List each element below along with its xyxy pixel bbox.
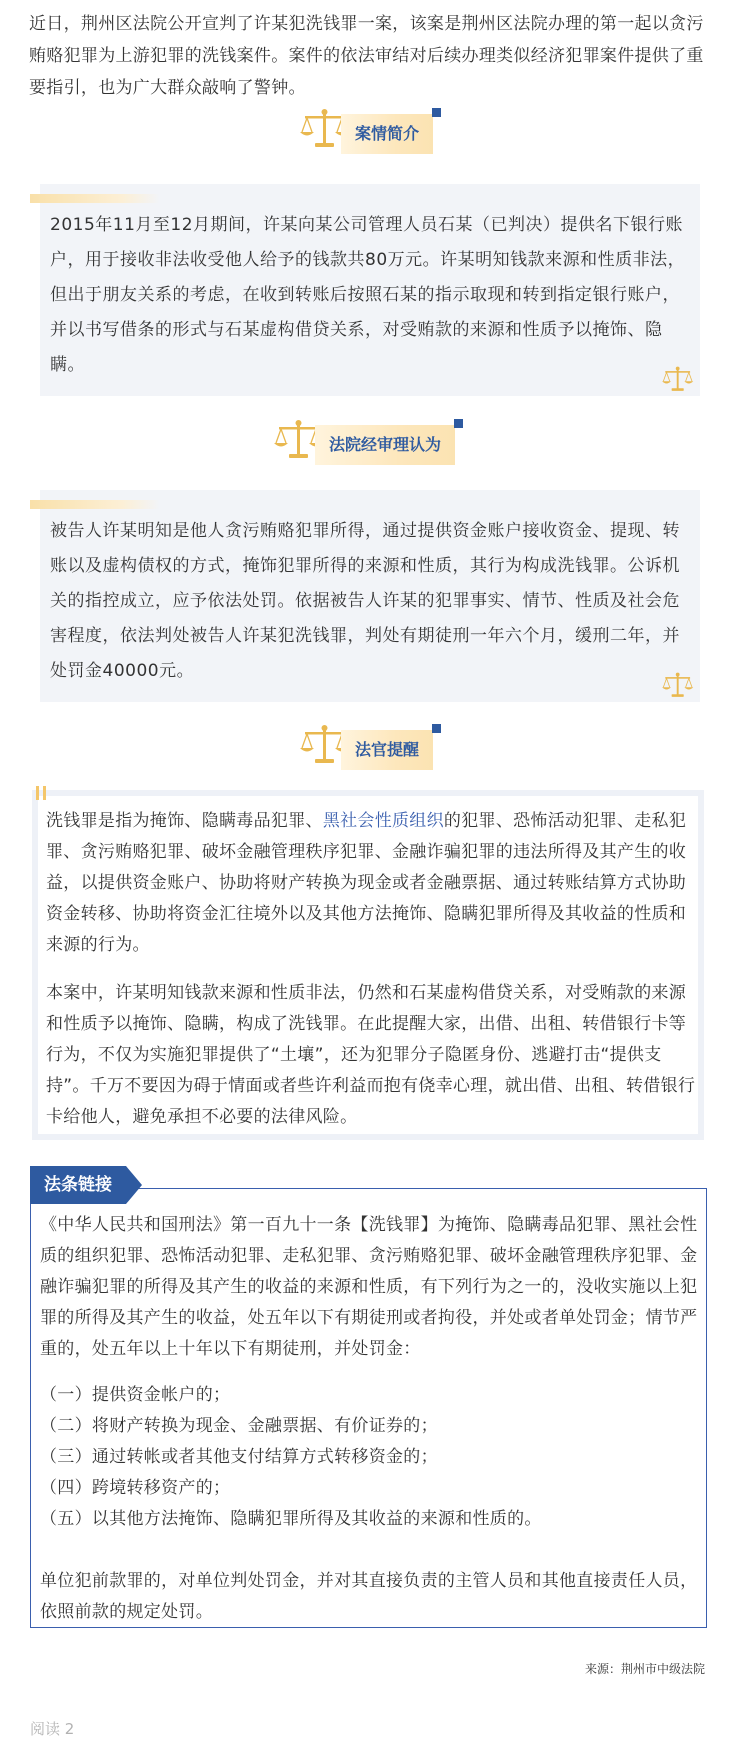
card-accent-bar bbox=[30, 500, 160, 509]
case-summary-text: 2015年11月至12月期间，许某向某公司管理人员石某（已判决）提供名下银行账户，用于接收非法收受他人给予的钱款共80万元。许某明知钱款来源和性质非法，但出于朋友关系的考虑，在收到转账后按照石某的指示取现和转到指定银行账户，并以书写借条的形式与石某虚构借贷关系，对受贿款的来源和性质予以掩饰、隐瞒。 bbox=[50, 215, 686, 375]
court-finding-card bbox=[40, 490, 700, 702]
read-count: 阅读 2 bbox=[30, 1720, 75, 1738]
case-summary-card bbox=[40, 184, 700, 396]
reminder-paragraph-1 bbox=[46, 806, 696, 961]
section-title: 法院经审理认为 bbox=[315, 425, 455, 465]
card-accent-bar bbox=[30, 194, 160, 203]
reminder-paragraph-2: 本案中，许某明知钱款来源和性质非法，仍然和石某虚构借贷关系，对受贿款的来源和性质予以掩饰、隐瞒，构成了洗钱罪。在此提醒大家，出借、出租、转借银行卡等行为，不仅为实施犯罪提供了“土壤”，还为犯罪分子隐匿身份、逃避打击“提供支持”。千万不要因为碍于情面或者些许利益而抱有侥幸心理，就出借、出租、转借银行卡给他人，避免承担不必要的法律风险。 bbox=[46, 983, 696, 1127]
court-finding-text: 被告人许某明知是他人贪污贿赂犯罪所得，通过提供资金账户接收资金、提现、转账以及虚构债权的方式，掩饰犯罪所得的来源和性质，其行为构成洗钱罪。公诉机关的指控成立，应予依法处罚。依据被告人许某的犯罪事实、情节、性质及社会危害程度，依法判处被告人许某犯洗钱罪，判处有期徒刑一年六个月，缓刑二年，并处罚金40000元。 bbox=[50, 521, 680, 681]
scale-icon bbox=[660, 672, 696, 700]
intro-paragraph: 近日，荆州区法院公开宣判了许某犯洗钱罪一案，该案是荆州区法院办理的第一起以贪污贿赂犯罪为上游犯罪的洗钱案件。案件的依法审结对后续办理类似经济犯罪案件提供了重要指引，也为广大群众敲响了警钟。 bbox=[29, 14, 704, 98]
law-item: （三）通过转帐或者其他支付结算方式转移资金的； bbox=[40, 1447, 438, 1467]
highlight-term: 黑社会性质组织 bbox=[322, 811, 444, 831]
law-item: （四）跨境转移资产的； bbox=[40, 1478, 231, 1498]
section-header-judge-reminder bbox=[297, 724, 457, 772]
section-header-court-finding bbox=[271, 419, 471, 467]
section-title: 法官提醒 bbox=[341, 730, 433, 770]
law-paragraph-2: 单位犯前款罪的，对单位判处罚金，并对其直接负责的主管人员和其他直接责任人员，依照前款的规定处罚。 bbox=[40, 1571, 698, 1622]
law-item: （二）将财产转换为现金、金融票据、有价证券的； bbox=[40, 1416, 438, 1436]
reminder-text: 的犯罪、恐怖活动犯罪、走私犯罪、贪污贿赂犯罪、破坏金融管理秩序犯罪、金融诈骗犯罪的违法所得及其产生的收益，以提供资金账户、协助将财产转换为现金或者金融票据、通过转账结算方式协助资金转移、协助将资金汇往境外以及其他方法掩饰、隐瞒犯罪所得及其收益的性质和来源的行为。 bbox=[46, 811, 687, 955]
source-credit: 来源：荆州市中级法院 bbox=[584, 1662, 705, 1676]
quote-mark-icon bbox=[36, 786, 46, 800]
section-title: 案情简介 bbox=[341, 114, 433, 154]
section-header-case-summary bbox=[297, 108, 457, 156]
law-item-list bbox=[40, 1380, 700, 1535]
scale-icon bbox=[660, 366, 696, 394]
law-paragraph-1: 《中华人民共和国刑法》第一百九十一条【洗钱罪】为掩饰、隐瞒毒品犯罪、黑社会性质的组织犯罪、恐怖活动犯罪、走私犯罪、贪污贿赂犯罪、破坏金融管理秩序犯罪、金融诈骗犯罪的所得及其产生的收益的来源和性质，有下列行为之一的，没收实施以上犯罪的所得及其产生的收益，处五年以下有期徒刑或者拘役，并处或者单处罚金；情节严重的，处五年以上十年以下有期徒刑，并处罚金： bbox=[40, 1215, 698, 1359]
reminder-text: 洗钱罪是指为掩饰、隐瞒毒品犯罪、 bbox=[46, 811, 323, 831]
law-link-tab: 法条链接 bbox=[30, 1166, 126, 1204]
law-item: （一）提供资金帐户的； bbox=[40, 1385, 231, 1405]
law-item: （五）以其他方法掩饰、隐瞒犯罪所得及其收益的来源和性质的。 bbox=[40, 1509, 542, 1529]
